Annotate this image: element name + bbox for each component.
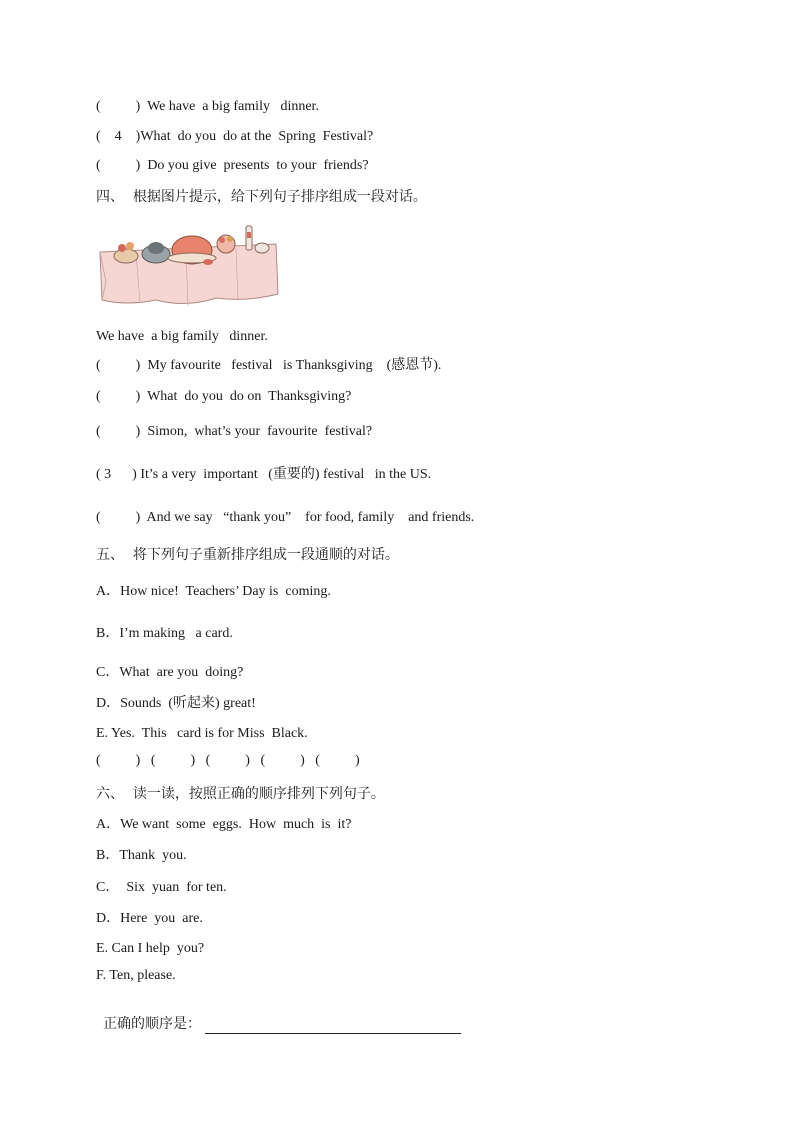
answer-blank[interactable] [205,1019,461,1034]
answer-label: 正确的顺序是： [103,1016,201,1032]
thanksgiving-dinner-table-icon [96,222,282,312]
question-line: ( ) Do you give presents to your friends? [96,158,369,173]
dialogue-line: ( ) What do you do on Thanksgiving? [96,389,352,404]
list-item: F. Ten, please. [96,968,176,983]
list-item: A．How nice! Teachers’ Day is coming. [96,584,331,599]
list-item: D．Here you are. [96,911,203,926]
list-item: C．What are you doing? [96,665,244,680]
list-item: E. Can I help you? [96,941,205,956]
list-item: E. Yes. This card is for Miss Black. [96,726,308,741]
dialogue-line: ( 3 ) It’s a very important (重要的) festival in the US. [96,467,432,482]
list-item: B．Thank you. [96,848,187,863]
dialogue-line: ( ) And we say “thank you” for food, family and friends. [96,510,475,525]
list-item: C． Six yuan for ten. [96,880,227,895]
question-line: ( ) We have a big family dinner. [96,99,319,114]
question-line: ( 4 )What do you do at the Spring Festival? [96,129,374,144]
section-heading: 五、 将下列句子重新排序组成一段通顺的对话。 [96,547,399,563]
dialogue-line: ( ) Simon, what’s your favourite festival? [96,424,373,439]
answer-row: ( ) ( ) ( ) ( ) ( ) [96,753,360,768]
dialogue-line: ( ) My favourite festival is Thanksgiving (感恩节). [96,358,442,373]
dialogue-line: We have a big family dinner. [96,329,268,344]
answer-line [96,997,461,1034]
list-item: B．I’m making a card. [96,626,233,641]
list-item: A．We want some eggs. How much is it? [96,817,352,832]
section-heading: 六、 读一读，按照正确的顺序排列下列句子。 [96,786,385,802]
list-item: D．Sounds (听起来) great! [96,696,256,711]
section-heading: 四、 根据图片提示，给下列句子排序组成一段对话。 [96,189,427,205]
